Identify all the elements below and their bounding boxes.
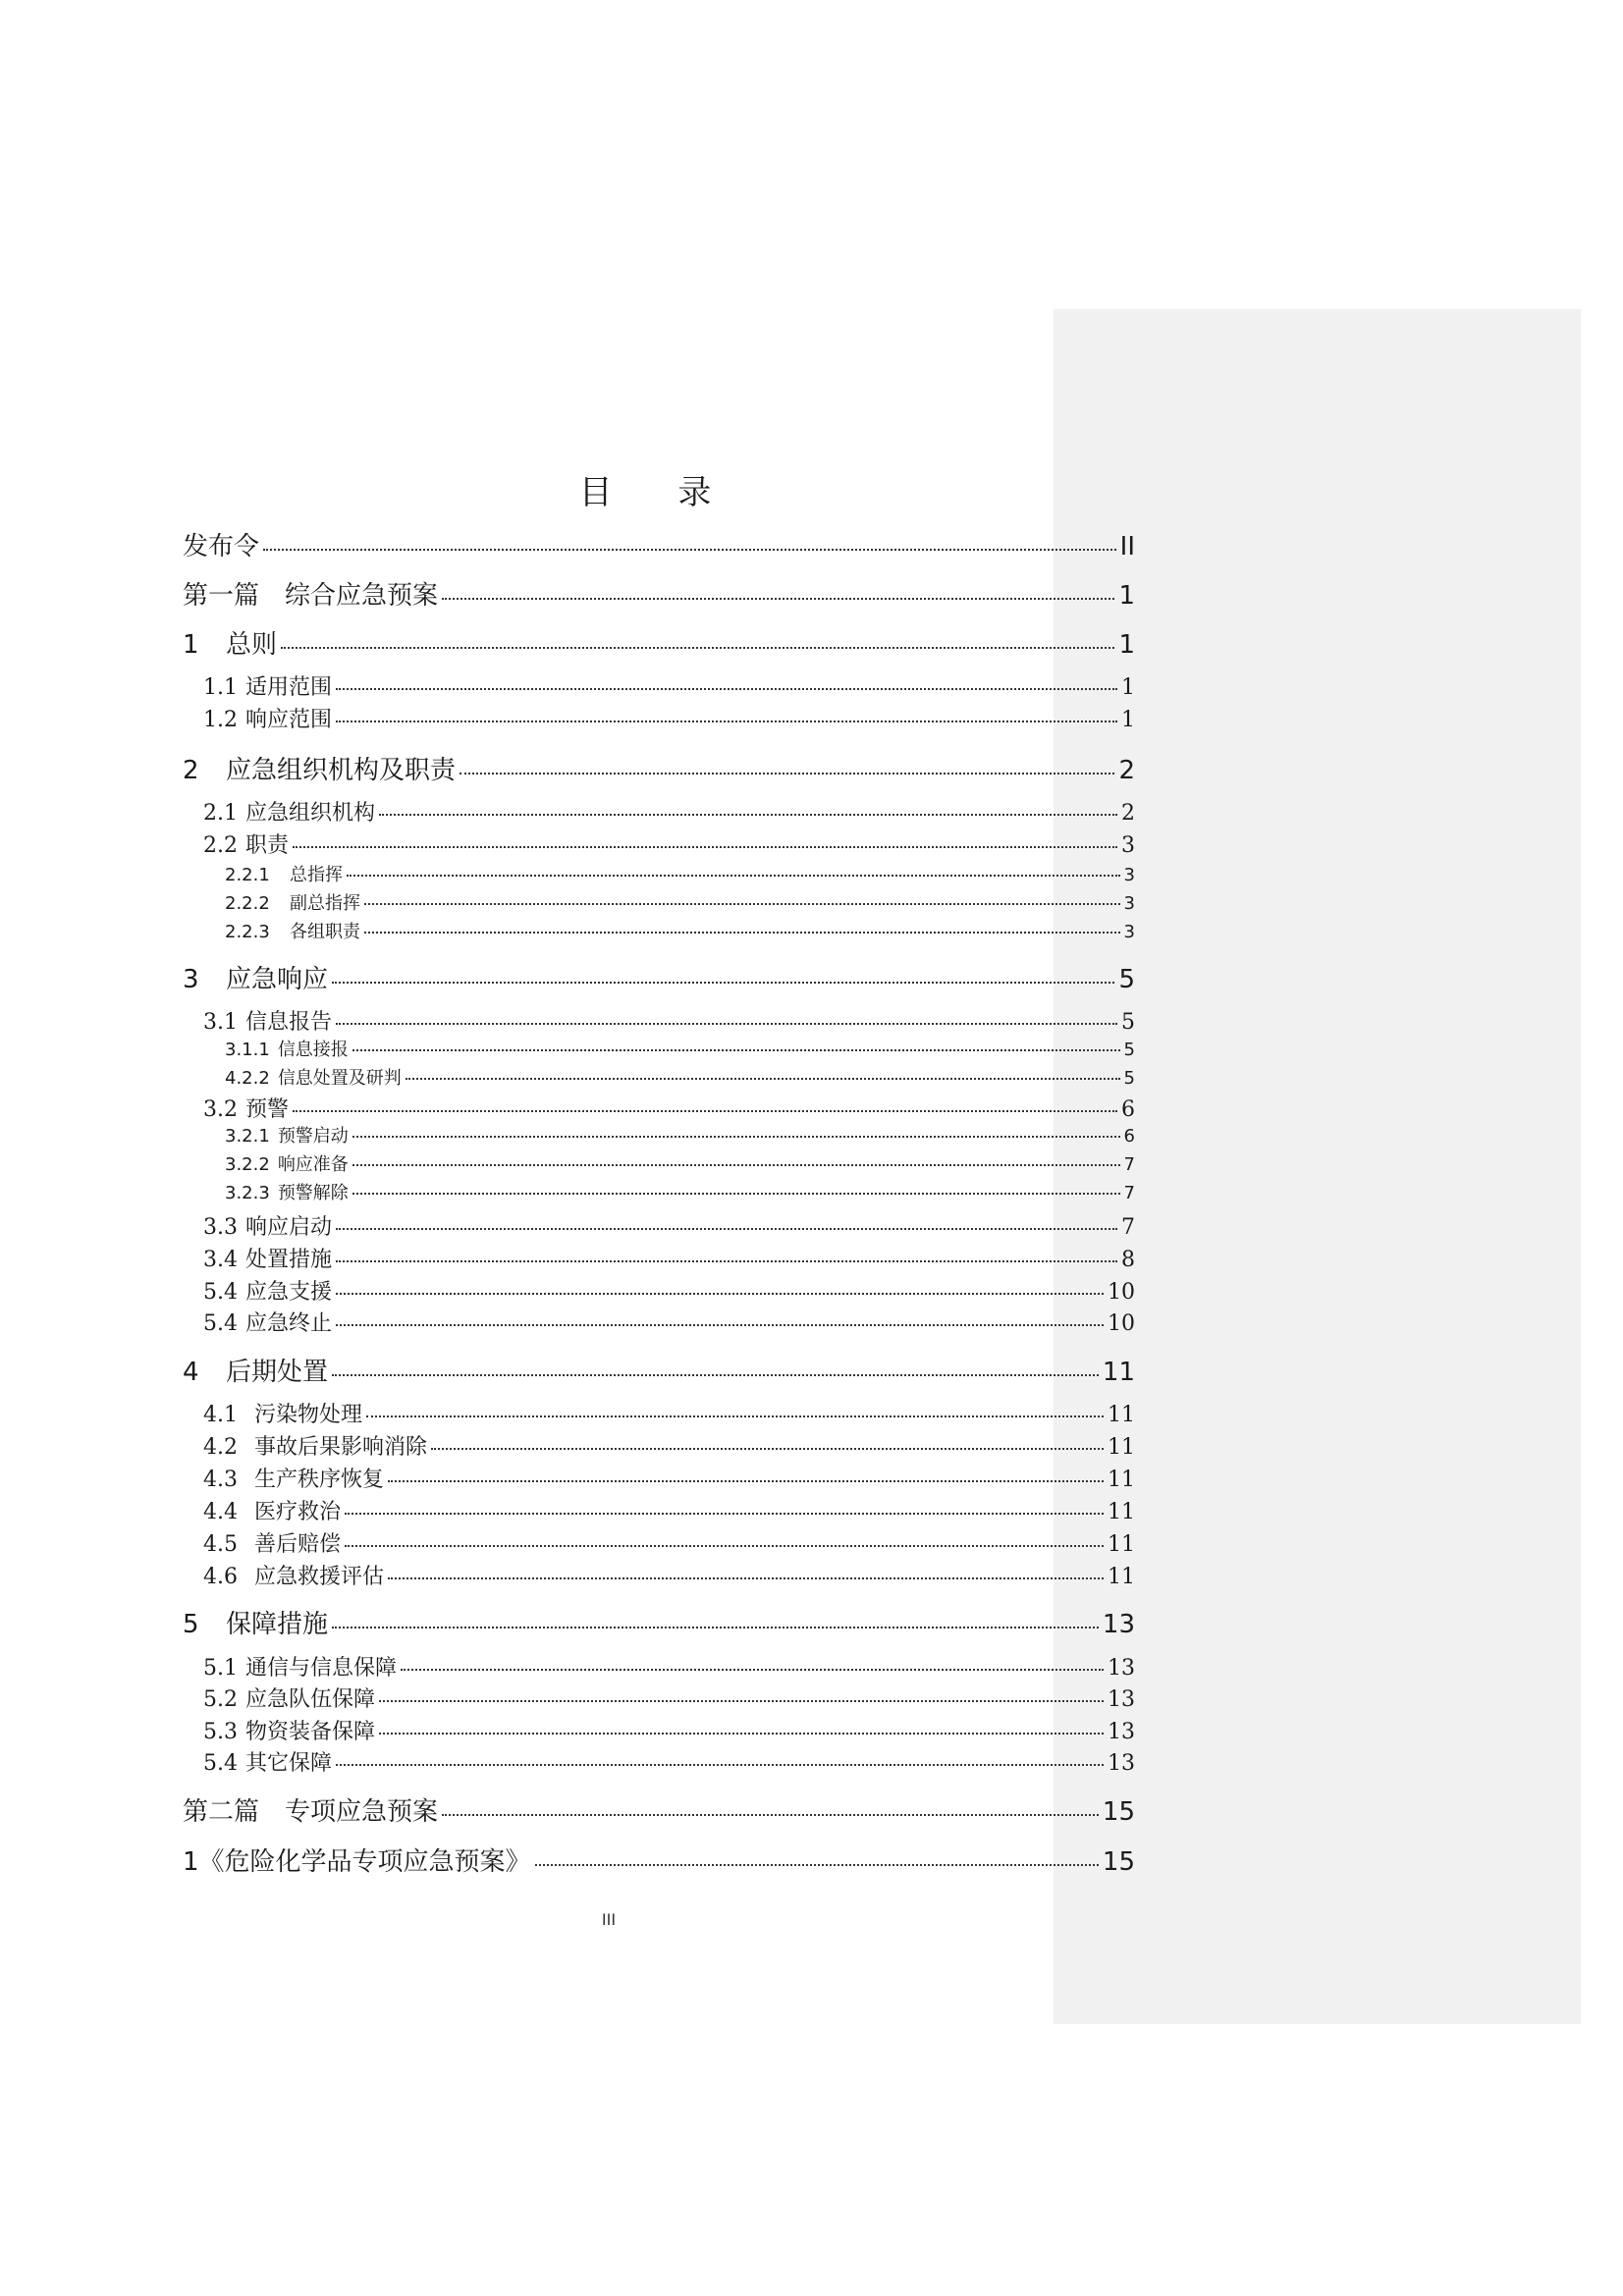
dot-leader (336, 1260, 1117, 1262)
toc-entry-label: 适用范围 (245, 675, 333, 700)
toc-entry[interactable] (225, 892, 1135, 916)
toc-entry-label: 应急救援评估 (254, 1565, 385, 1589)
toc-entry-page: 8 (1121, 1248, 1135, 1272)
toc-entry[interactable] (225, 1153, 1135, 1177)
toc-entry-number: 5.2 (203, 1687, 238, 1712)
dot-leader (336, 1293, 1104, 1295)
toc-entry-label: 发布令 (183, 532, 260, 561)
toc-entry-number: 1.2 (203, 708, 238, 732)
toc-entry[interactable] (203, 1655, 1135, 1682)
table-of-contents (183, 0, 1135, 2296)
toc-entry[interactable] (225, 1125, 1135, 1148)
toc-title: 目 录 (578, 473, 739, 512)
toc-entry-page: 6 (1121, 1097, 1135, 1122)
toc-entry[interactable] (183, 1608, 1135, 1641)
toc-entry-label: 总指挥 (290, 865, 343, 885)
toc-entry-number: 5 (183, 1610, 199, 1639)
toc-entry-page: 7 (1123, 1183, 1135, 1203)
toc-entry-label: 各组职责 (290, 922, 360, 942)
toc-entry-label: 应急终止 (245, 1311, 333, 1336)
dot-leader (293, 1110, 1117, 1112)
toc-entry-number: 3.1 (203, 1010, 238, 1035)
dot-leader (263, 549, 1116, 551)
toc-entry-label: 善后赔偿 (254, 1532, 342, 1557)
toc-entry-page: 11 (1108, 1468, 1135, 1492)
toc-entry-page: 5 (1118, 965, 1135, 994)
toc-entry-number: 5.3 (203, 1720, 238, 1744)
toc-entry[interactable] (203, 1750, 1135, 1778)
toc-entry-label: 响应准备 (277, 1154, 349, 1175)
toc-entry[interactable] (203, 1214, 1135, 1242)
toc-entry-label: 第二篇 专项应急预案 (183, 1797, 439, 1827)
toc-entry-page: 1 (1118, 581, 1135, 611)
toc-entry[interactable] (203, 1467, 1135, 1494)
toc-entry-page: 13 (1108, 1687, 1135, 1712)
dot-leader (336, 1023, 1117, 1025)
toc-entry-label: 响应启动 (245, 1215, 333, 1240)
toc-entry-label: 后期处置 (226, 1358, 329, 1387)
toc-entry-label: 预警启动 (277, 1126, 349, 1147)
toc-entry-label: 副总指挥 (290, 893, 360, 914)
dot-leader (442, 1814, 1099, 1816)
toc-entry-page: 3 (1123, 865, 1135, 885)
dot-leader (336, 1764, 1104, 1766)
toc-entry-number: 3.2.1 (225, 1126, 270, 1147)
toc-entry-page: 11 (1102, 1358, 1135, 1387)
dot-leader (460, 773, 1114, 774)
toc-entry-page: 1 (1121, 708, 1135, 732)
toc-entry-label: 保障措施 (226, 1610, 329, 1639)
dot-leader (366, 1415, 1104, 1417)
toc-entry-page: II (1119, 532, 1135, 561)
dot-leader (535, 1864, 1099, 1866)
toc-entry[interactable] (183, 754, 1135, 787)
toc-entry-number: 3.3 (203, 1215, 238, 1240)
toc-entry-page: 10 (1108, 1311, 1135, 1336)
toc-entry-page: 2 (1118, 756, 1135, 785)
toc-entry-page: 3 (1121, 833, 1135, 858)
dot-leader (406, 1078, 1120, 1080)
toc-entry-number: 5.4 (203, 1751, 238, 1776)
toc-entry-page: 3 (1123, 893, 1135, 914)
toc-entry-label: 处置措施 (245, 1248, 333, 1272)
toc-entry-number: 2.2.1 (225, 865, 270, 885)
dot-leader (336, 1228, 1117, 1230)
toc-entry-number: 4 (183, 1358, 199, 1387)
toc-entry-number: 4.2.2 (225, 1068, 270, 1089)
toc-entry-page: 15 (1102, 1847, 1135, 1877)
toc-entry-page: 1 (1118, 630, 1135, 660)
toc-entry-label: 通信与信息保障 (245, 1656, 398, 1681)
toc-entry-page: 3 (1123, 922, 1135, 942)
toc-entry-number: 3.2 (203, 1097, 238, 1122)
dot-leader (401, 1669, 1104, 1671)
toc-entry-page: 10 (1108, 1280, 1135, 1305)
toc-entry-label: 1《危险化学品专项应急预案》 (183, 1847, 531, 1877)
toc-entry-label: 应急响应 (226, 965, 329, 994)
toc-entry[interactable] (183, 579, 1135, 613)
toc-entry[interactable] (203, 1009, 1135, 1037)
toc-entry[interactable] (203, 1096, 1135, 1124)
toc-entry[interactable] (203, 1686, 1135, 1714)
dot-leader (352, 1164, 1120, 1166)
toc-entry-number: 5.1 (203, 1656, 238, 1681)
toc-entry-number: 2.2 (203, 833, 238, 858)
dot-leader (336, 721, 1117, 722)
toc-entry-label: 其它保障 (245, 1751, 333, 1776)
toc-entry-page: 5 (1123, 1040, 1135, 1060)
toc-entry-page: 6 (1123, 1126, 1135, 1147)
toc-entry-page: 11 (1108, 1532, 1135, 1557)
toc-entry-number: 4.5 (203, 1532, 238, 1557)
page-number: III (601, 1910, 617, 1929)
toc-entry[interactable] (183, 1356, 1135, 1389)
toc-entry-number: 4.2 (203, 1435, 238, 1460)
toc-entry-number: 5.4 (203, 1280, 238, 1305)
dot-leader (364, 903, 1120, 905)
toc-entry-number: 3.2.3 (225, 1183, 270, 1203)
toc-entry[interactable] (203, 1402, 1135, 1429)
dot-leader (442, 598, 1114, 600)
dot-leader (364, 932, 1120, 934)
dot-leader (332, 1374, 1099, 1376)
toc-entry-number: 2.2.2 (225, 893, 270, 914)
toc-entry[interactable] (183, 530, 1135, 563)
toc-entry-number: 2.2.3 (225, 922, 270, 942)
dot-leader (332, 1627, 1099, 1629)
toc-entry-label: 信息报告 (245, 1010, 333, 1035)
toc-entry[interactable] (203, 707, 1135, 734)
toc-entry[interactable] (183, 628, 1135, 662)
toc-entry-number: 3.1.1 (225, 1040, 270, 1060)
dot-leader (281, 647, 1114, 649)
toc-entry-page: 13 (1108, 1751, 1135, 1776)
dot-leader (431, 1448, 1104, 1450)
dot-leader (347, 875, 1120, 877)
toc-entry-label: 生产秩序恢复 (254, 1468, 385, 1492)
toc-entry-page: 15 (1102, 1797, 1135, 1827)
toc-entry[interactable] (225, 921, 1135, 944)
dot-leader (336, 688, 1117, 690)
toc-entry-number: 5.4 (203, 1311, 238, 1336)
toc-entry-number: 2 (183, 756, 199, 785)
toc-entry[interactable] (225, 1067, 1135, 1091)
dot-leader (352, 1136, 1120, 1138)
toc-entry-label: 事故后果影响消除 (254, 1435, 428, 1460)
toc-entry[interactable] (183, 963, 1135, 996)
toc-entry-label: 预警解除 (277, 1183, 349, 1203)
toc-entry-page: 11 (1108, 1500, 1135, 1524)
dot-leader (345, 1545, 1104, 1547)
toc-entry-number: 4.1 (203, 1403, 238, 1427)
toc-entry-page: 1 (1121, 675, 1135, 700)
toc-entry-label: 总则 (226, 630, 278, 660)
toc-entry-page: 11 (1108, 1435, 1135, 1460)
toc-entry[interactable] (225, 864, 1135, 887)
toc-entry-page: 5 (1123, 1068, 1135, 1089)
toc-entry[interactable] (203, 1499, 1135, 1526)
toc-entry[interactable] (203, 1310, 1135, 1338)
toc-entry-number: 4.6 (203, 1565, 238, 1589)
dot-leader (352, 1193, 1120, 1195)
toc-entry-page: 13 (1108, 1720, 1135, 1744)
toc-entry-number: 1 (183, 630, 199, 660)
toc-entry-number: 1.1 (203, 675, 238, 700)
toc-entry-label: 应急支援 (245, 1280, 333, 1305)
toc-entry-number: 2.1 (203, 801, 238, 826)
toc-entry-page: 11 (1108, 1403, 1135, 1427)
toc-entry-page: 13 (1102, 1610, 1135, 1639)
toc-entry-number: 4.3 (203, 1468, 238, 1492)
toc-entry[interactable] (183, 1845, 1135, 1879)
dot-leader (336, 1324, 1104, 1326)
toc-entry-label: 物资装备保障 (245, 1720, 376, 1744)
dot-leader (352, 1049, 1120, 1051)
toc-entry-number: 3.2.2 (225, 1154, 270, 1175)
toc-entry[interactable] (203, 800, 1135, 828)
toc-entry-label: 响应范围 (245, 708, 333, 732)
toc-entry[interactable] (203, 674, 1135, 702)
toc-entry[interactable] (225, 1039, 1135, 1062)
toc-entry-page: 13 (1108, 1656, 1135, 1681)
toc-entry-label: 预警 (245, 1097, 290, 1122)
toc-entry-label: 第一篇 综合应急预案 (183, 581, 439, 611)
toc-entry[interactable] (203, 1434, 1135, 1462)
toc-entry[interactable] (203, 1564, 1135, 1591)
toc-entry[interactable] (203, 1531, 1135, 1559)
toc-entry[interactable] (225, 1182, 1135, 1205)
toc-entry-page: 7 (1123, 1154, 1135, 1175)
toc-entry-label: 信息处置及研判 (277, 1068, 402, 1089)
toc-entry-page: 2 (1121, 801, 1135, 826)
dot-leader (388, 1480, 1104, 1482)
toc-entry[interactable] (203, 1719, 1135, 1746)
toc-entry-page: 7 (1121, 1215, 1135, 1240)
toc-entry-number: 4.4 (203, 1500, 238, 1524)
toc-entry[interactable] (183, 1795, 1135, 1829)
toc-entry-label: 信息接报 (277, 1040, 349, 1060)
toc-entry-number: 3.4 (203, 1248, 238, 1272)
toc-entry-label: 应急队伍保障 (245, 1687, 376, 1712)
dot-leader (345, 1513, 1104, 1515)
dot-leader (293, 846, 1117, 848)
toc-entry[interactable] (203, 1247, 1135, 1274)
toc-entry[interactable] (203, 1279, 1135, 1307)
toc-entry[interactable] (203, 832, 1135, 860)
dot-leader (332, 982, 1114, 984)
toc-entry-label: 应急组织机构 (245, 801, 376, 826)
toc-entry-number: 3 (183, 965, 199, 994)
dot-leader (379, 814, 1117, 816)
toc-entry-label: 污染物处理 (254, 1403, 363, 1427)
toc-entry-page: 11 (1108, 1565, 1135, 1589)
toc-entry-page: 5 (1121, 1010, 1135, 1035)
toc-entry-label: 职责 (245, 833, 290, 858)
dot-leader (379, 1700, 1104, 1702)
toc-entry-label: 应急组织机构及职责 (226, 756, 457, 785)
dot-leader (388, 1577, 1104, 1579)
toc-entry-label: 医疗救治 (254, 1500, 342, 1524)
dot-leader (379, 1733, 1104, 1735)
